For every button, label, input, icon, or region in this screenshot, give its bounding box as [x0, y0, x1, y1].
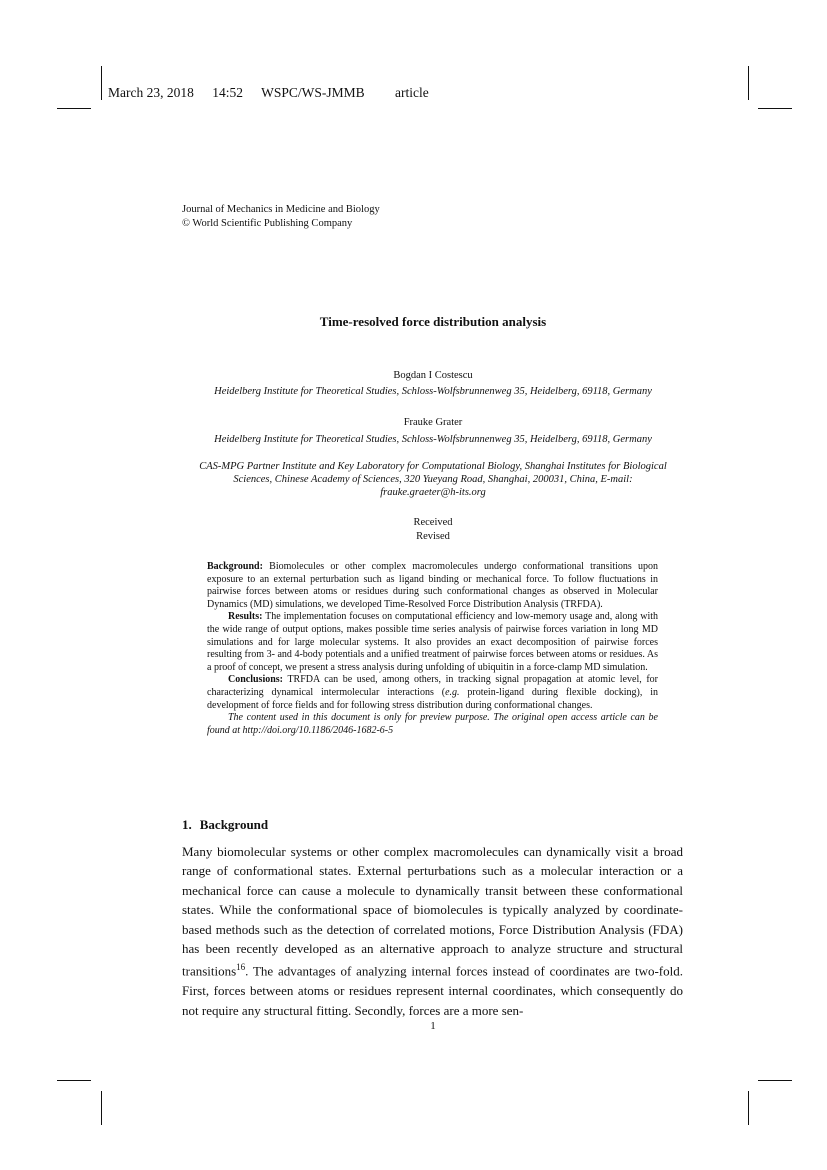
header-date: March 23, 2018 — [108, 85, 194, 100]
abstract-label: Results: — [228, 611, 263, 623]
abstract-label: Conclusions: — [228, 674, 284, 686]
journal-publisher: © World Scientific Publishing Company — [182, 217, 353, 229]
crop-mark — [748, 66, 749, 100]
section-heading — [182, 817, 268, 833]
crop-mark — [748, 1091, 749, 1125]
crop-mark — [101, 1091, 102, 1125]
paper-title: Time-resolved force distribution analysis — [319, 314, 547, 329]
author-affiliation: Heidelberg Institute for Theoretical Studies, Schloss-Wolfsbrunnenweg 35, Heidelberg, 69118, Germany — [214, 386, 652, 397]
abstract-conclusions — [207, 674, 658, 712]
page-number: 1 — [430, 1020, 436, 1032]
affiliation-line: CAS-MPG Partner Institute and Key Laboratory for Computational Biology, Shanghai Institutes for Biological — [199, 461, 667, 472]
body-paragraph — [182, 842, 683, 1020]
abstract-text: The implementation focuses on computational efficiency and low-memory usage and, along with the wide range of output options, makes possible time series analysis of pairwise forces variation in long MD simulations and for large molecular systems. It also provides an exact decomposition of pairwise forces resulting from 3- and 4-body potentials and a unified treatment of pairwise forces between atoms or residues. As a proof of concept, we present a stress analysis during unfolding of ubiquitin in a force-clamp MD simulation. — [207, 611, 659, 673]
received-label: Received — [413, 517, 453, 528]
revised-label: Revised — [416, 531, 450, 542]
journal-info — [182, 203, 380, 230]
header-doc-type: article — [395, 85, 429, 100]
abstract-note: The content used in this document is only for preview purpose. The original open access article can be found at http://doi.org/10.1186/2046-1682-6-5 — [207, 712, 658, 736]
abstract-text: Biomolecules or other complex macromolecules undergo conformational transitions upon exposure to an external perturbation such as ligand binding or mechanical force. To follow fluctuations in pairwise forces between atoms or residues during such conformational changes as observed in Molecular Dynamics (MD) simulations, we developed Time-Resolved Force Distribution Analysis (TRFDA). — [207, 561, 659, 610]
author-affiliation-2 — [150, 460, 716, 499]
author-affiliation: Heidelberg Institute for Theoretical Studies, Schloss-Wolfsbrunnenweg 35, Heidelberg, 69118, Germany — [214, 434, 652, 445]
journal-name: Journal of Mechanics in Medicine and Biology — [182, 204, 380, 215]
citation-ref: 16 — [236, 962, 246, 973]
abstract-text: TRFDA can be used, among others, in tracking signal propagation at atomic level, for characterizing dynamical intermolecular interactions ( — [207, 674, 658, 698]
body-text: Many biomolecular systems or other complex macromolecules can dynamically visit a broad range of conformational states. External perturbations such as a molecular interaction or a mechanical force can cause a molecule to dynamically transit between these conformational states. While the conformational space of biomolecules is typically analyzed by coordinate-based methods such as the detection of correlated motions, Force Distribution Analysis (FDA) has been recently developed as an alternative approach to analyze structure and structural transitions — [182, 844, 683, 979]
abstract-label: Background: — [207, 561, 263, 572]
affiliation-line: Sciences, Chinese Academy of Sciences, 320 Yueyang Road, Shanghai, 200031, China, E-mail: — [233, 474, 633, 485]
abstract — [207, 561, 658, 737]
crop-mark — [57, 1080, 91, 1081]
running-header — [108, 85, 444, 101]
author-email: frauke.graeter@h-its.org — [380, 487, 486, 498]
abstract-eg: e.g. — [445, 686, 460, 698]
body-text: . The advantages of analyzing internal forces instead of coordinates are two-fold. First, forces between atoms or residues represent internal coordinates, which consequently do not require any structural fitting. Secondly, forces are a more sen- — [182, 963, 683, 1018]
header-series: WSPC/WS-JMMB — [261, 85, 365, 100]
author-name: Bogdan I Costescu — [393, 370, 473, 381]
author-name: Frauke Grater — [403, 417, 463, 428]
crop-mark — [101, 66, 102, 100]
crop-mark — [57, 108, 91, 109]
abstract-text: protein-ligand during flexible docking), in development of force fields and for following stress distribution during conformational changes. — [207, 686, 658, 711]
crop-mark — [758, 1080, 792, 1081]
section-title: Background — [199, 817, 269, 832]
crop-mark — [758, 108, 792, 109]
abstract-results — [207, 611, 658, 674]
section-number: 1. — [182, 817, 192, 832]
abstract-background — [207, 561, 658, 611]
header-time: 14:52 — [212, 85, 243, 100]
